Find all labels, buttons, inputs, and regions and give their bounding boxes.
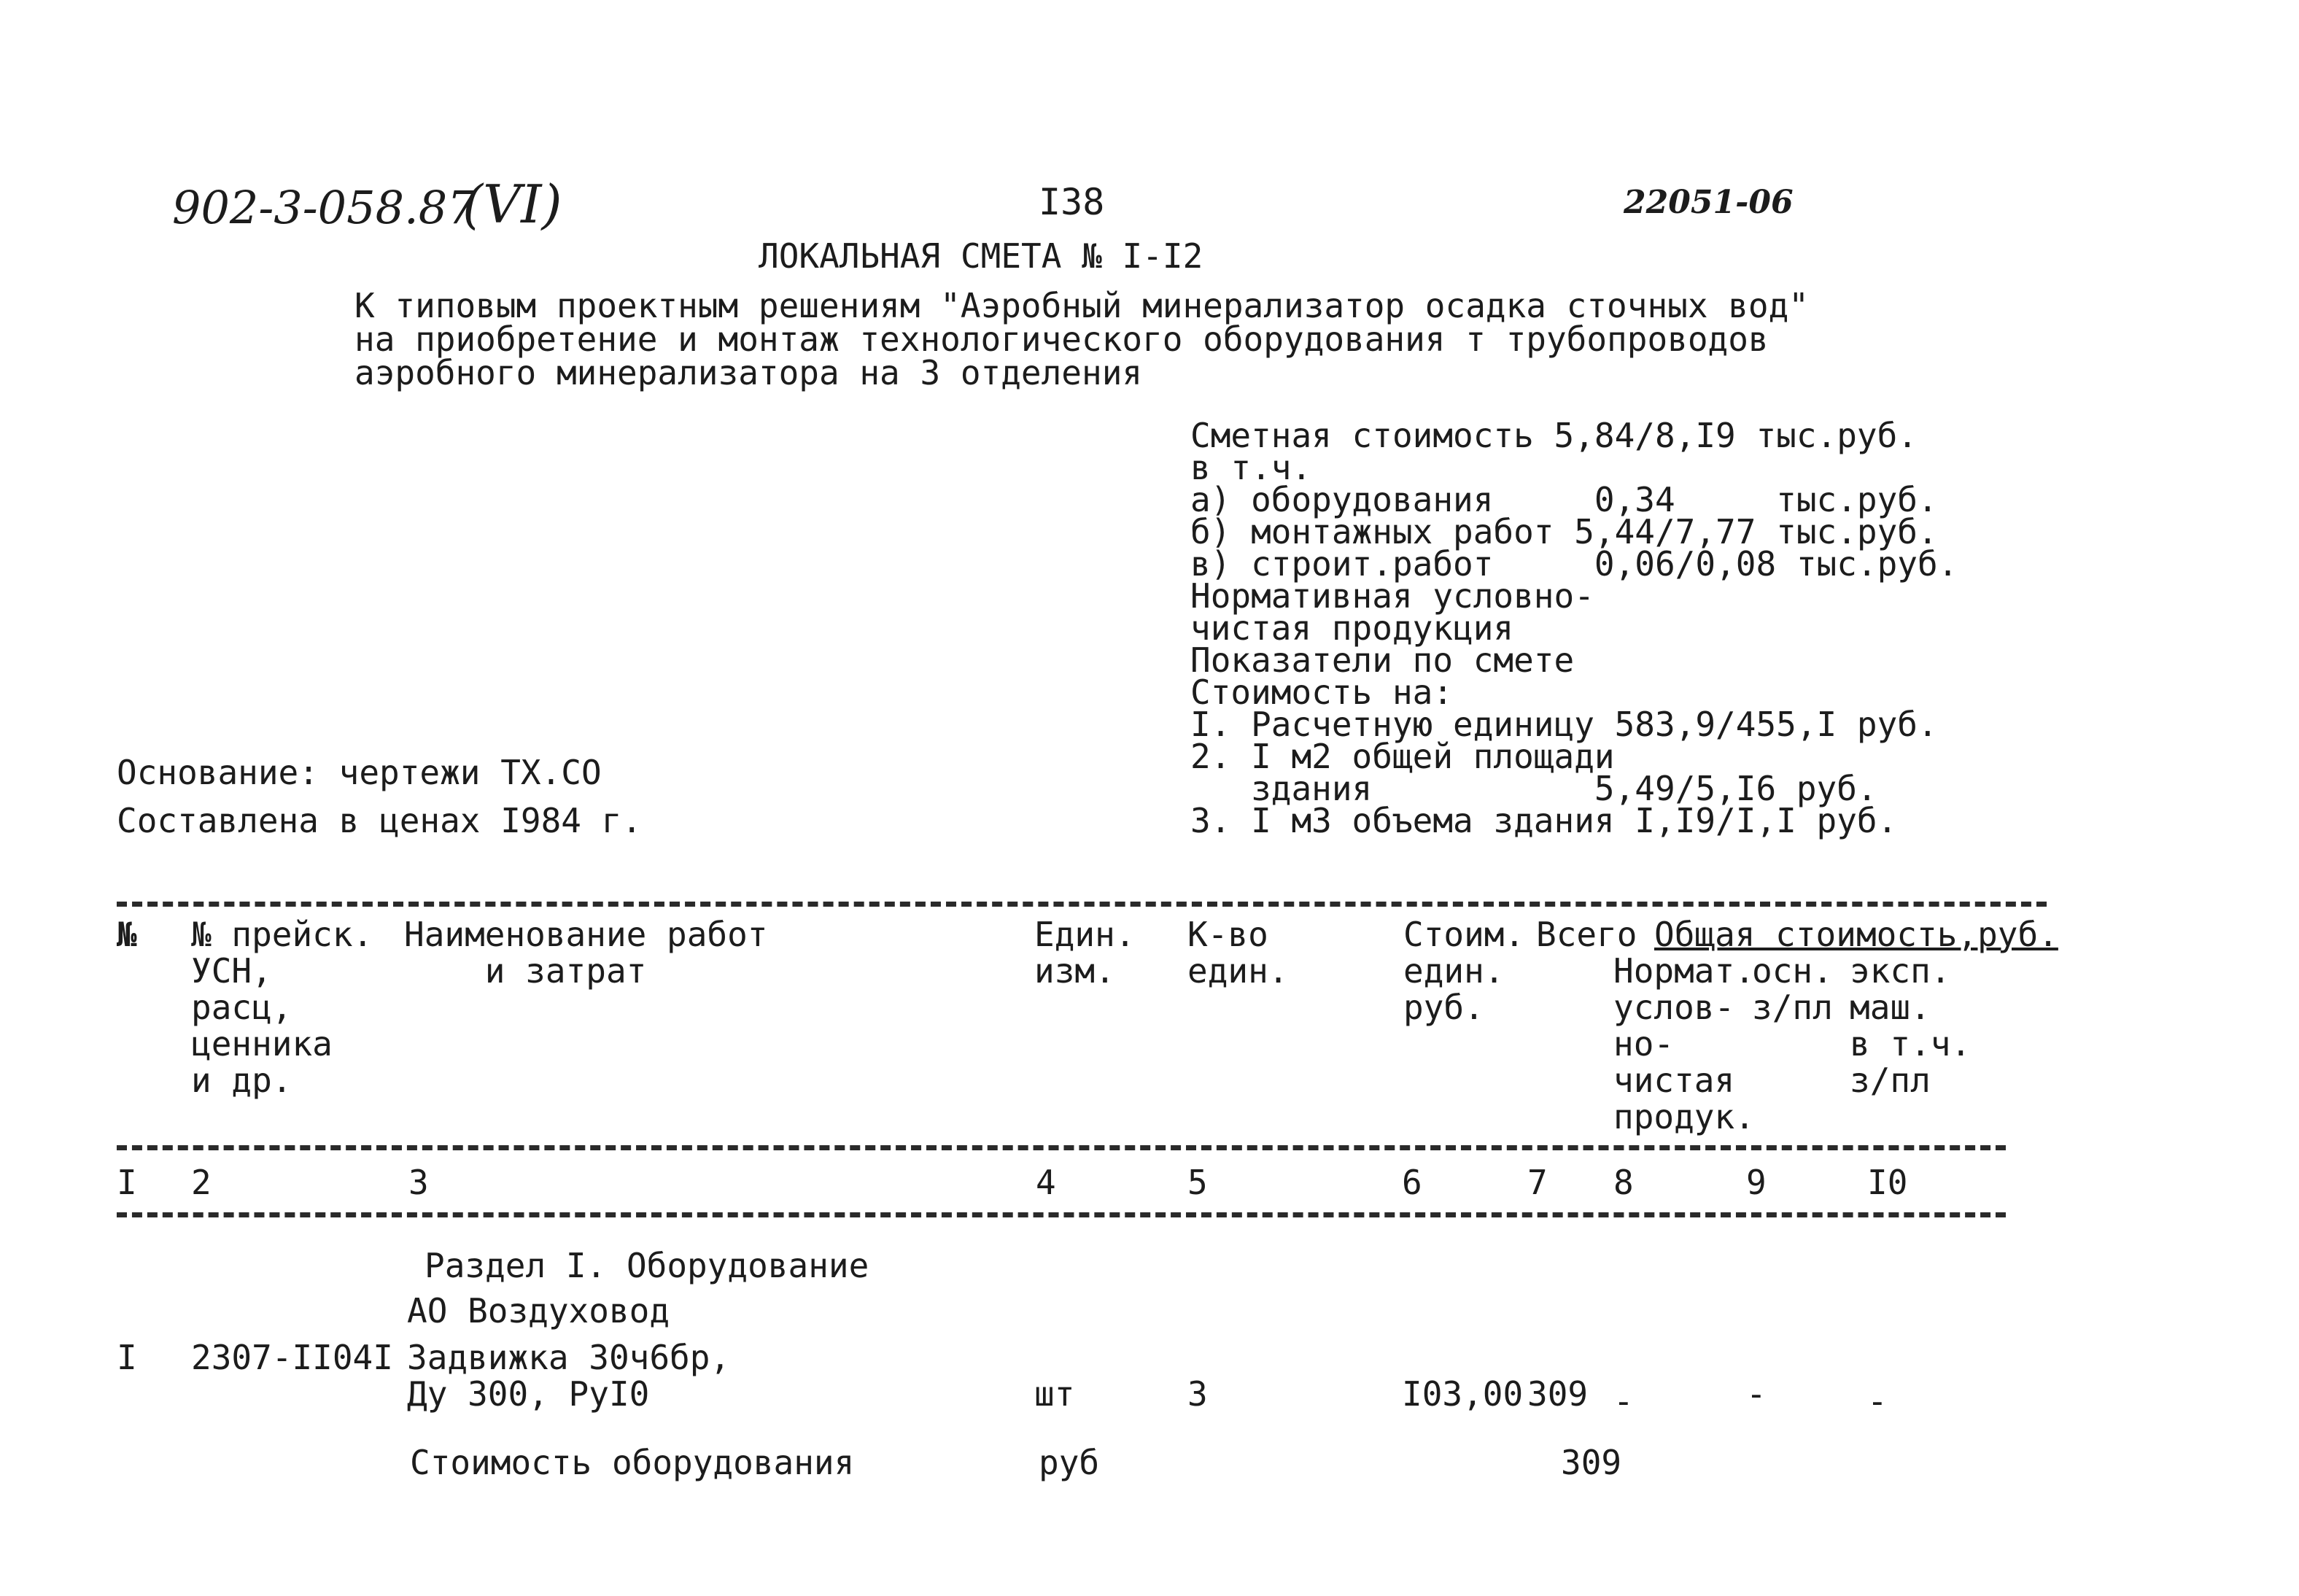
basis-line-2: Составлена в ценах I984 г. xyxy=(117,801,643,840)
total-label: Стоимость оборудования xyxy=(410,1443,855,1482)
intro-line-1: К типовым проектным решениям "Аэробный минерализатор осадка сточных вод" xyxy=(354,286,1809,325)
header-col-6: Стоим. един. руб. xyxy=(1403,915,1525,1027)
total-value: 309 xyxy=(1561,1443,1622,1482)
column-number: 5 xyxy=(1187,1163,1208,1202)
summary-line-3: а) оборудования 0,34 тыс.руб. xyxy=(1190,480,1938,519)
summary-line-5: в) строит.работ 0,06/0,08 тыс.руб. xyxy=(1190,544,1958,584)
column-number: 2 xyxy=(191,1163,212,1202)
row-col-8: - xyxy=(1613,1382,1634,1421)
project-code: 902-3-058.87 xyxy=(172,181,476,234)
page-number: I38 xyxy=(1039,181,1105,223)
header-col-4: Един. изм. xyxy=(1034,915,1136,991)
total-unit: руб xyxy=(1039,1443,1100,1482)
header-col-2: № прейск. УСН, расц, ценника и др. xyxy=(191,915,373,1100)
summary-line-2: в т.ч. xyxy=(1190,448,1312,487)
summary-line-12: здания 5,49/5,I6 руб. xyxy=(1190,769,1877,808)
column-number: 3 xyxy=(408,1163,429,1202)
summary-line-9: Стоимость на: xyxy=(1190,673,1454,712)
table-top-rule xyxy=(117,902,2047,907)
row-item-name: Задвижка 30ч6бр, Ду 300, РуI0 xyxy=(407,1338,731,1414)
column-number: 8 xyxy=(1613,1163,1634,1202)
row-unit-cost: I03,00 xyxy=(1402,1374,1524,1414)
column-number: 9 xyxy=(1746,1163,1767,1202)
column-number: 4 xyxy=(1036,1163,1056,1202)
summary-line-11: 2. I м2 общей площади xyxy=(1190,737,1615,776)
row-col-9: - xyxy=(1746,1374,1767,1414)
project-volume: (VI) xyxy=(462,174,562,235)
subsection-title: АО Воздуховод xyxy=(407,1291,670,1330)
row-total: 309 xyxy=(1527,1374,1589,1414)
summary-line-4: б) монтажных работ 5,44/7,77 тыс.руб. xyxy=(1190,512,1938,551)
summary-line-8: Показатели по смете xyxy=(1190,640,1575,680)
archive-stamp: 22051-06 xyxy=(1624,184,1794,221)
column-number: 6 xyxy=(1402,1163,1422,1202)
summary-line-6: Нормативная условно- xyxy=(1190,576,1594,616)
numbers-bottom-rule xyxy=(117,1212,2006,1217)
row-price-code: 2307-II04I xyxy=(191,1338,393,1377)
header-group-title: Общая стоимость,руб. xyxy=(1654,915,2058,954)
basis-line-1: Основание: чертежи ТХ.СО xyxy=(117,753,602,792)
header-col-3: Наименование работ и затрат xyxy=(404,915,768,991)
row-unit: шт xyxy=(1034,1374,1075,1414)
row-quantity: 3 xyxy=(1187,1374,1208,1414)
column-number: I0 xyxy=(1867,1163,1908,1202)
column-number: 7 xyxy=(1527,1163,1548,1202)
row-col-10: - xyxy=(1867,1382,1888,1421)
summary-line-13: 3. I м3 объема здания I,I9/I,I руб. xyxy=(1190,801,1898,840)
header-col-1: № xyxy=(117,915,137,954)
header-col-9: осн. з/пл xyxy=(1752,951,1833,1027)
section-title: Раздел I. Оборудование xyxy=(424,1246,869,1285)
summary-line-10: I. Расчетную единицу 583,9/455,I руб. xyxy=(1190,705,1938,744)
intro-line-2: на приобретение и монтаж технологического оборудования т трубопроводов xyxy=(354,319,1769,359)
header-bottom-rule xyxy=(117,1145,2006,1150)
header-col-8: Нормат. услов- но- чистая продук. xyxy=(1613,951,1755,1136)
column-number: I xyxy=(117,1163,137,1202)
summary-line-7: чистая продукция xyxy=(1190,608,1514,648)
header-col-7: Всего xyxy=(1536,915,1637,954)
header-col-10: эксп. маш. в т.ч. з/пл xyxy=(1850,951,1972,1100)
document-title: ЛОКАЛЬНАЯ СМЕТА № I-I2 xyxy=(759,236,1203,276)
row-number: I xyxy=(117,1338,137,1377)
summary-line-1: Сметная стоимость 5,84/8,I9 тыс.руб. xyxy=(1190,416,1918,455)
intro-line-3: аэробного минерализатора на 3 отделения xyxy=(354,353,1143,392)
header-col-5: К-во един. xyxy=(1187,915,1289,991)
